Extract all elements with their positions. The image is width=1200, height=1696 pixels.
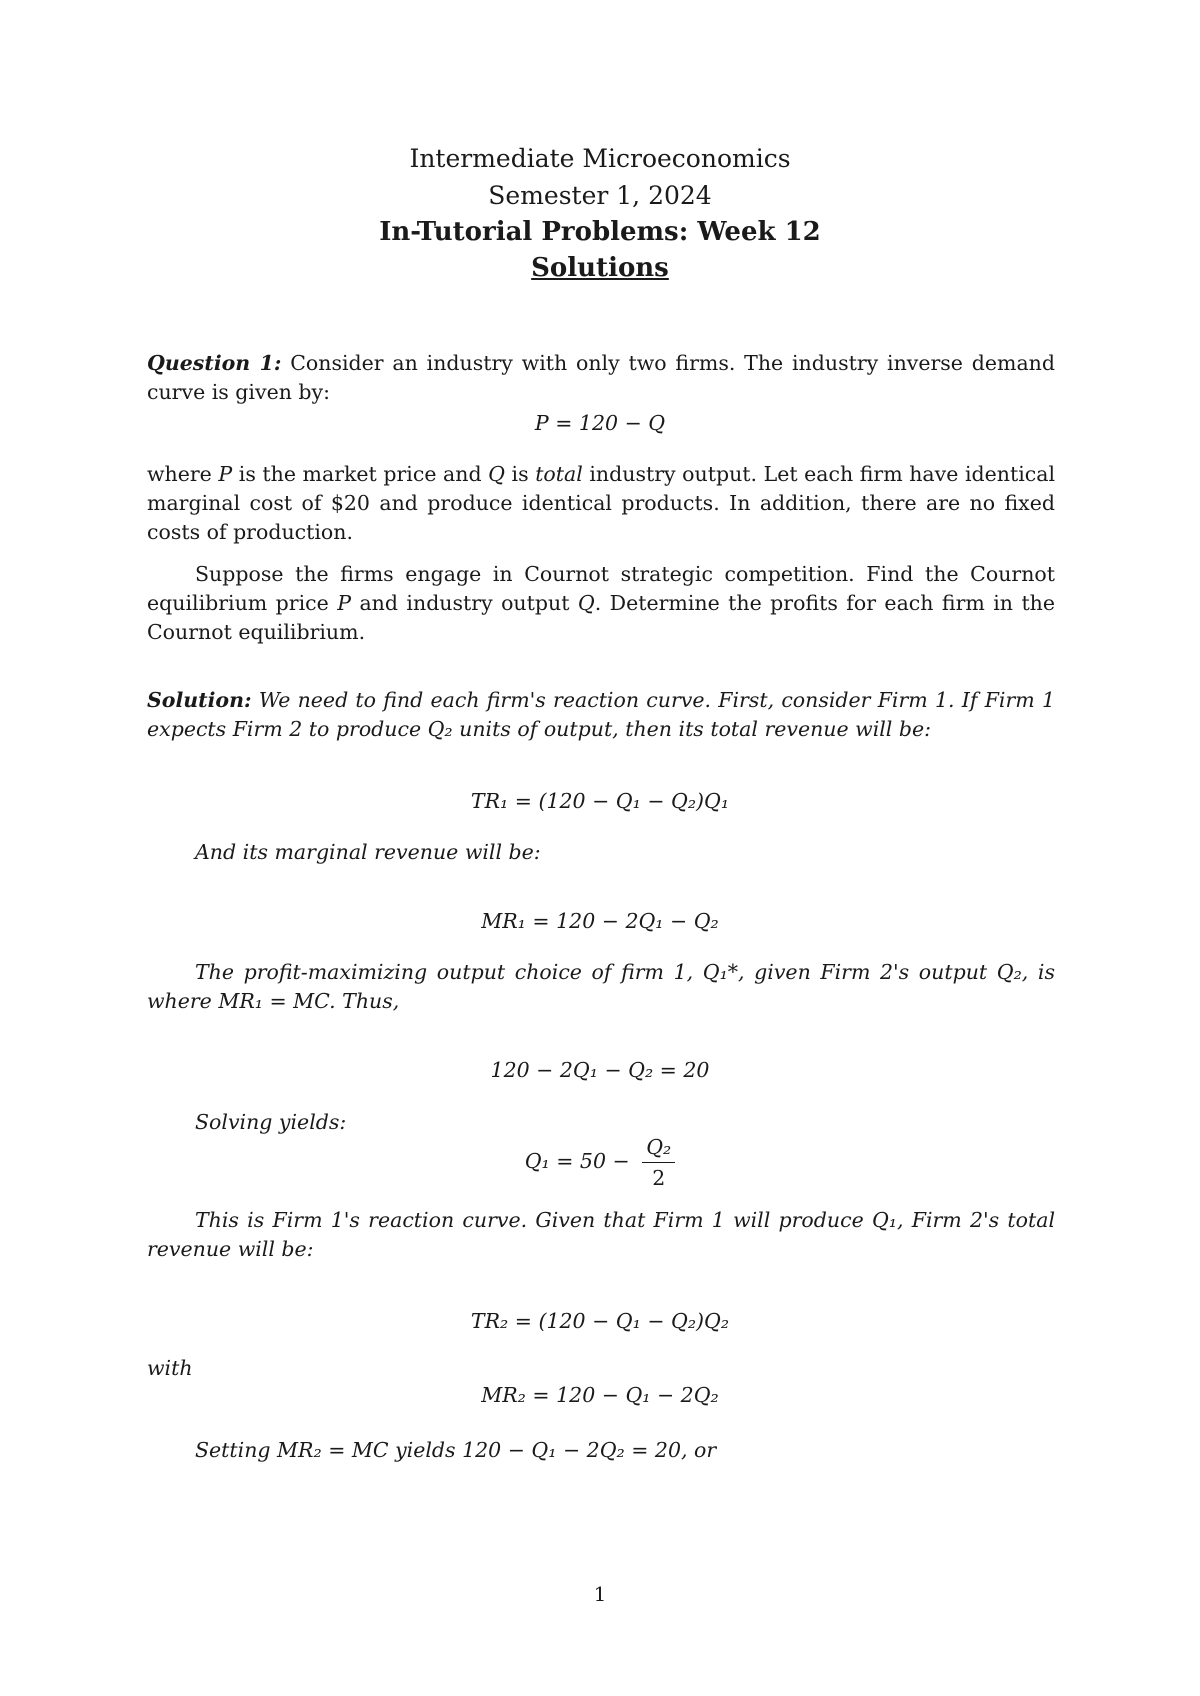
emphasis-total: total — [535, 462, 583, 486]
tr2-equation: TR₂ = (120 − Q₁ − Q₂)Q₂ — [470, 1309, 730, 1333]
variable-P: P — [337, 591, 352, 615]
document-subtitle: Solutions — [531, 253, 669, 283]
tr1-equation: TR₁ = (120 − Q₁ − Q₂)Q₁ — [470, 789, 730, 813]
mr2-equation: MR₂ = 120 − Q₁ − 2Q₂ — [481, 1383, 719, 1407]
solution-label: Solution: — [147, 688, 252, 712]
solution-text-7: Setting MR₂ = MC yields 120 − Q₁ − 2Q₂ = 20, or — [195, 1438, 717, 1462]
cond1-equation: 120 − 2Q₁ − Q₂ = 20 — [490, 1058, 710, 1082]
question-text: Consider an industry with only two firms. The industry inverse demand curve is given by: — [147, 351, 1055, 404]
document-title: In-Tutorial Problems: Week 12 — [379, 217, 821, 247]
reaction-lhs: Q₁ = 50 − — [524, 1149, 630, 1173]
solution-text-2: And its marginal revenue will be: — [195, 840, 541, 864]
text-span: Suppose the firms engage in Cournot strategic competition. Find the Cournot equilibrium price — [147, 562, 1055, 615]
fraction-numerator: Q₂ — [642, 1134, 675, 1163]
fraction — [642, 1134, 675, 1191]
solution-text-6: with — [147, 1356, 193, 1380]
question-label: Question 1: — [147, 351, 282, 375]
text-span: and industry output — [351, 591, 578, 615]
solution-text: We need to find each firm's reaction curve. First, consider Firm 1. If Firm 1 expects Firm 2 to produce Q₂ units of output, then its total revenue will be: — [147, 688, 1055, 741]
variable-Q: Q — [577, 591, 595, 615]
text-span: where — [147, 462, 219, 486]
solution-paragraph — [147, 686, 1055, 744]
page-number: 1 — [593, 1582, 607, 1606]
mr1-equation: MR₁ = 120 − 2Q₁ − Q₂ — [481, 909, 719, 933]
question-paragraph-2 — [147, 460, 1055, 547]
course-title: Intermediate Microeconomics — [409, 144, 791, 173]
solution-text-4: Solving yields: — [195, 1110, 347, 1134]
demand-equation: P = 120 − Q — [534, 411, 666, 435]
text-span: is the market price and — [232, 462, 489, 486]
text-span: is — [504, 462, 536, 486]
semester: Semester 1, 2024 — [488, 181, 712, 210]
question-paragraph-3 — [147, 560, 1055, 647]
text-span: industry output. Let each firm have identical marginal cost of $20 and produce identical products. In addition, there are no fixed costs of production. — [147, 462, 1056, 544]
fraction-denominator: 2 — [652, 1166, 666, 1190]
variable-P: P — [218, 462, 233, 486]
reaction-curve-1 — [0, 1134, 1200, 1191]
solution-text-3: The profit-maximizing output choice of firm 1, Q₁*, given Firm 2's output Q₂, is where MR₁ = MC. Thus, — [147, 960, 1055, 1013]
solution-text-5: This is Firm 1's reaction curve. Given that Firm 1 will produce Q₁, Firm 2's total revenue will be: — [147, 1208, 1055, 1261]
variable-Q: Q — [488, 462, 505, 486]
text-span: . Determine the profits for each firm in the Cournot equilibrium. — [147, 591, 1056, 644]
question-paragraph — [147, 349, 1055, 407]
